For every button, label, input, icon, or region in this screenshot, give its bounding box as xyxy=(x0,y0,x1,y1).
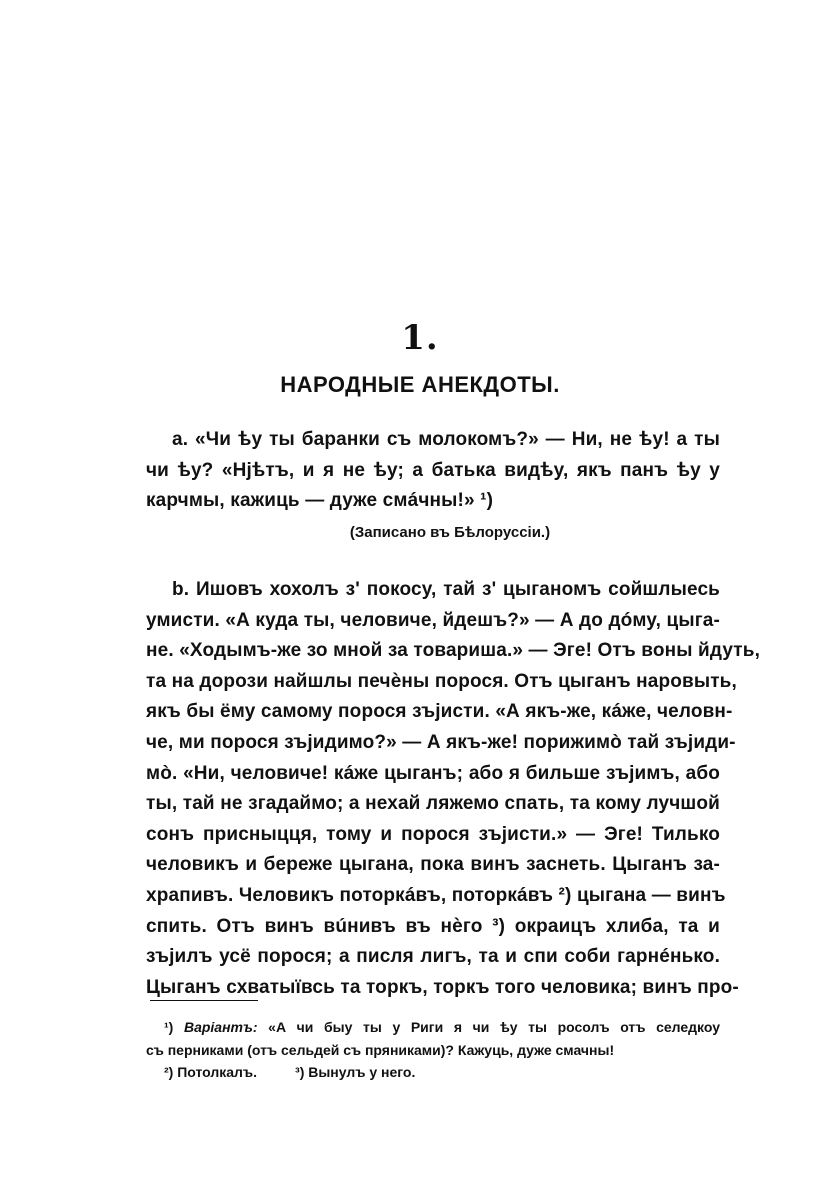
paragraph-b-line: ты, тай не згадаймо; а нехай ляжемо спать, та кому лучшой xyxy=(146,793,720,815)
paragraph-a xyxy=(146,425,720,517)
paragraph-b-line: не. «Ходымъ-же зо мной за товариша.» — Эге! Отъ воны йдуть, xyxy=(146,640,760,662)
paragraph-b-line: че, ми порося зъjидимо?» — А якъ-же! порижимò тай зъjиди- xyxy=(146,731,736,753)
paragraph-b-line: Цыганъ схватыївсь та торкъ, торкъ того человика; винъ про- xyxy=(146,976,739,998)
source-note: (Записано въ Бѣлоруссіи.) xyxy=(349,524,551,541)
paragraph-b-line: b. Ишовъ хохолъ з' покосу, тай з' цыганомъ сойшлыесь xyxy=(172,579,720,600)
paragraph-b-line: якъ бы ёму самому порося зъjисти. «А якъ-же, кáже, человн- xyxy=(146,701,733,723)
paragraph-b-line: умисти. «А куда ты, человиче, йдешъ?» — А до дóму, цыга- xyxy=(146,609,720,631)
footnote-2: ²) Потолкалъ. xyxy=(164,1064,258,1080)
paragraph-b-line: мò. «Ни, человиче! кáже цыганъ; або я бильше зъjимъ, або xyxy=(146,762,720,784)
footnote-divider xyxy=(150,1000,258,1001)
footnote-1-line-2: съ перниками (отъ сельдей съ пряниками)? Кажуць, дуже смачны! xyxy=(146,1041,615,1058)
paragraph-a-line: a. «Чи ѣу ты баранки съ молокомъ?» — Ни, не ѣу! а ты xyxy=(172,429,720,450)
paragraph-b-line: зъjилъ усё порося; а писля лигъ, та и спи соби гарнéнько. xyxy=(146,946,720,968)
paragraph-b-line: человикъ и береже цыгана, пока винъ заснеть. Цыганъ за- xyxy=(146,854,720,876)
footnotes xyxy=(146,1016,720,1084)
footnote-1-text: «А чи быу ты у Риги я чи ѣу ты росолъ отъ селедкоу xyxy=(268,1019,721,1035)
footnote-1-line-1 xyxy=(146,1016,720,1039)
paragraph-a-line: карчмы, кажиць — дуже смáчны!» ¹) xyxy=(146,490,494,512)
paragraph-b xyxy=(146,575,760,1003)
paragraph-b-line: та на дорози найшлы печѐны порося. Отъ цыганъ наровыть, xyxy=(146,670,737,692)
footnote-1-marker: ¹) xyxy=(164,1019,174,1035)
paragraph-b-line: храпивъ. Человикъ поторкáвъ, поторкáвъ ²) цыгана — винъ xyxy=(146,884,726,906)
footnote-3: ³) Вынулъ у него. xyxy=(295,1064,416,1080)
section-number: 1. xyxy=(401,318,439,358)
section-title: НАРОДНЫЕ АНЕКДОТЫ. xyxy=(280,372,560,397)
paragraph-a-line: чи ѣу? «Нjѣтъ, и я не ѣу; а батька видѣу, якъ панъ ѣу у xyxy=(146,459,720,481)
footnote-1-label: Варіантъ: xyxy=(183,1019,258,1035)
paragraph-b-line: сонъ присныцця, тому и порося зъjисти.» — Эге! Тилько xyxy=(146,823,720,845)
paragraph-b-line: спить. Отъ винъ вúнивъ въ нѐго ³) окраицъ хлиба, та и xyxy=(146,915,720,937)
footnote-2-3-line xyxy=(146,1061,720,1084)
